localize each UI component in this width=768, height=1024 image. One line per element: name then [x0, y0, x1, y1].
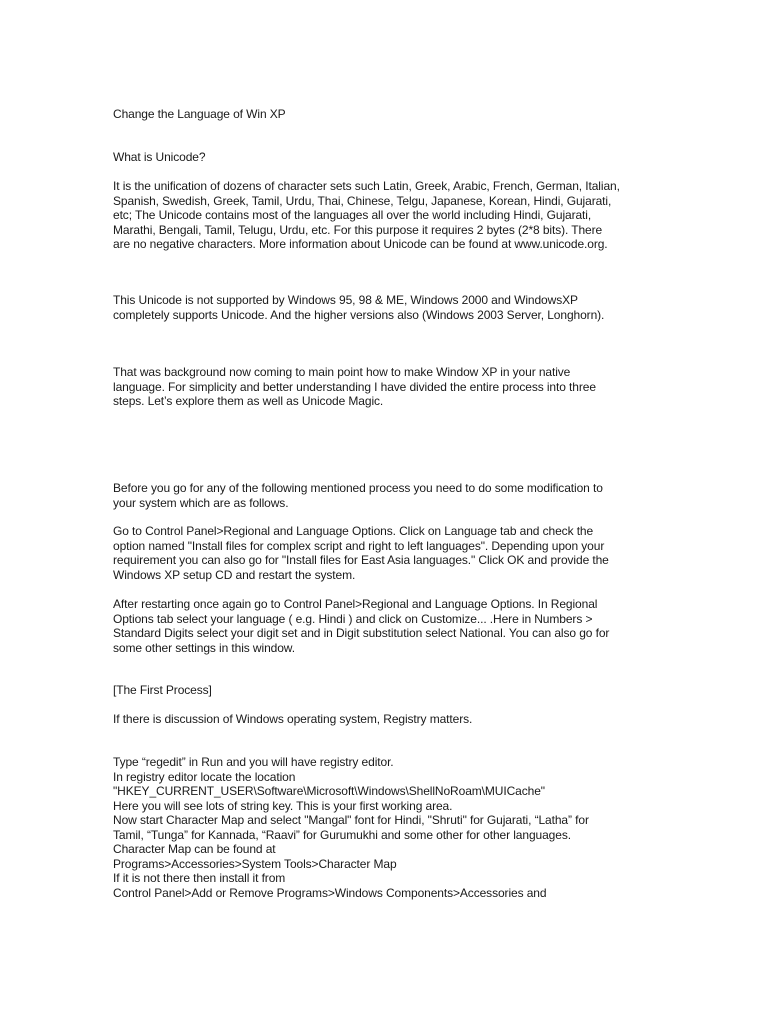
- text-line: your system which are as follows.: [113, 495, 289, 510]
- paragraph-control-panel: [113, 524, 673, 582]
- text-line: If there is discussion of Windows operating system, Registry matters.: [113, 712, 473, 726]
- text-line: If it is not there then install it from: [113, 871, 286, 885]
- text-line: Spanish, Swedish, Greek, Tamil, Urdu, Thai, Chinese, Telgu, Japanese, Korean, Hindi, Gujarati,: [113, 193, 612, 208]
- text-line: completely supports Unicode. And the higher versions also (Windows 2003 Server, Longhorn).: [113, 307, 605, 322]
- text-line: This Unicode is not supported by Windows 95, 98 & ME, Windows 2000 and WindowsXP: [113, 293, 578, 307]
- text-line: Windows XP setup CD and restart the system.: [113, 567, 356, 582]
- text-line: After restarting once again go to Control Panel>Regional and Language Options. In Regional: [113, 597, 598, 611]
- text-line: Go to Control Panel>Regional and Language Options. Click on Language tab and check the: [113, 524, 594, 538]
- text-line: requirement you can also go for "Install files for East Asia languages." Click OK and provide the: [113, 553, 609, 567]
- paragraph-regedit-steps: [113, 755, 673, 900]
- text-line: Control Panel>Add or Remove Programs>Windows Components>Accessories and: [113, 885, 547, 900]
- document-title: [113, 107, 673, 122]
- text-line: Standard Digits select your digit set and in Digit substitution select National. You can also go for: [113, 626, 610, 640]
- text-line: Tamil, “Tunga” for Kannada, “Raavi” for Gurumukhi and some other for other languages.: [113, 827, 571, 842]
- paragraph-before-you-go: [113, 481, 673, 510]
- text-line: some other settings in this window.: [113, 640, 295, 655]
- text-line: That was background now coming to main point how to make Window XP in your native: [113, 365, 571, 379]
- paragraph-after-restarting: [113, 597, 673, 655]
- text-line: Before you go for any of the following mentioned process you need to do some modification to: [113, 481, 603, 495]
- text-line: [The First Process]: [113, 683, 212, 697]
- text-line: Change the Language of Win XP: [113, 107, 286, 121]
- paragraph-unicode-definition: [113, 179, 673, 252]
- text-line: language. For simplicity and better understanding I have divided the entire process into three: [113, 379, 596, 394]
- text-line: Here you will see lots of string key. This is your first working area.: [113, 798, 453, 813]
- text-line: option named "Install files for complex script and right to left languages". Depending upon your: [113, 538, 605, 553]
- text-line: steps. Let’s explore them as well as Unicode Magic.: [113, 394, 384, 408]
- text-line: are no negative characters. More information about Unicode can be found at www.unicode.org.: [113, 237, 608, 251]
- text-line: What is Unicode?: [113, 150, 206, 164]
- text-line: Programs>Accessories>System Tools>Character Map: [113, 856, 397, 871]
- text-line: Marathi, Bengali, Tamil, Telugu, Urdu, etc. For this purpose it requires 2 bytes (2*8 bits). There: [113, 222, 603, 237]
- text-line: Now start Character Map and select "Mangal" font for Hindi, "Shruti" for Gujarati, “Latha” for: [113, 813, 589, 827]
- section-heading-unicode: [113, 150, 673, 165]
- section-heading-first-process: [113, 683, 673, 698]
- text-line: etc; The Unicode contains most of the languages all over the world including Hindi, Gujarati,: [113, 208, 592, 222]
- text-line: It is the unification of dozens of character sets such Latin, Greek, Arabic, French, German, Italian,: [113, 179, 620, 193]
- text-line: In registry editor locate the location: [113, 769, 296, 784]
- paragraph-registry-matters: [113, 712, 673, 727]
- text-line: Options tab select your language ( e.g. Hindi ) and click on Customize... .Here in Numbers >: [113, 611, 593, 626]
- text-line: Character Map can be found at: [113, 842, 276, 856]
- text-line: Type “regedit” in Run and you will have registry editor.: [113, 755, 394, 769]
- paragraph-background: [113, 365, 673, 409]
- text-line: "HKEY_CURRENT_USER\Software\Microsoft\Windows\ShellNoRoam\MUICache": [113, 784, 545, 798]
- paragraph-windows-support: [113, 293, 673, 322]
